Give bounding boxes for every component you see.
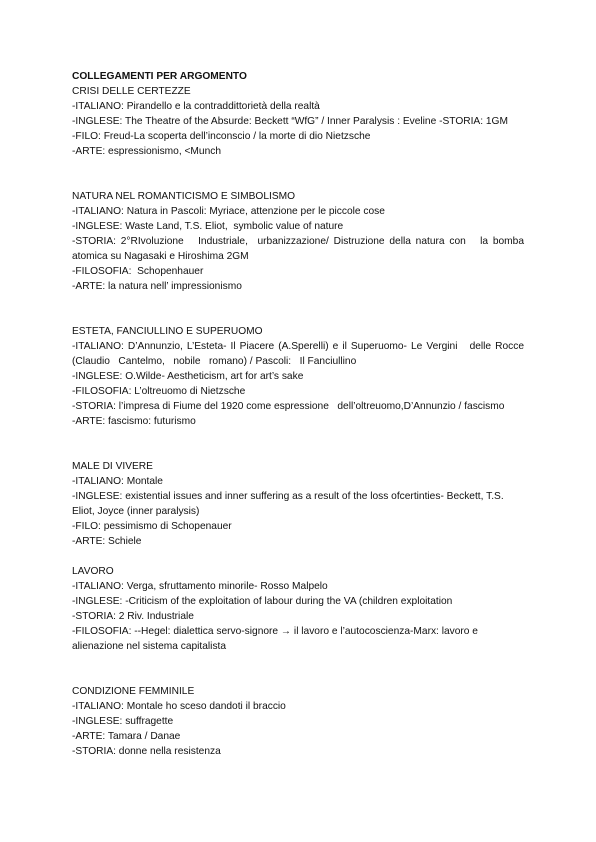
section-item: -ITALIANO: Montale [72,476,163,487]
section-spacer [72,549,524,564]
section-item: -INGLESE: suffragette [72,716,174,727]
section-item: -INGLESE: Waste Land, T.S. Eliot, symbolic value of nature [72,221,344,232]
section-item: -ITALIANO: D’Annunzio, L’Esteta- Il Piacere (A.Sperelli) e il Superuomo- Le Vergini delle Rocce (Claudio Cantelmo, nobile romano) / Pascoli: Il Fanciullino [72,341,533,367]
section-item: -FILO: pessimismo di Schopenauer [72,521,232,532]
section-heading: NATURA NEL ROMANTICISMO E SIMBOLISMO [72,191,296,202]
section-male-di-vivere [72,459,524,549]
section-heading: LAVORO [72,566,114,577]
section-spacer [72,294,524,324]
section-natura [72,189,527,294]
section-item: -ITALIANO: Pirandello e la contraddittorietà della realtà [72,101,320,112]
section-spacer [72,159,524,189]
section-item: -STORIA: l’impresa di Fiume del 1920 come espressione dell’oltreuomo,D’Annunzio / fascismo [72,401,505,412]
section-item: -ARTE: la natura nell’ impressionismo [72,281,242,292]
section-item: -INGLESE: O.Wilde- Aestheticism, art for art’s sake [72,371,304,382]
section-item: -ARTE: espressionismo, <Munch [72,146,222,157]
section-item: -ARTE: Schiele [72,536,142,547]
section-item: -FILO: Freud-La scoperta dell’inconscio / la morte di dio Nietzsche [72,131,371,142]
section-item: -ITALIANO: Montale ho sceso dandoti il braccio [72,701,286,712]
section-item: -INGLESE: -Criticism of the exploitation of labour during the VA (children exploitation [72,596,453,607]
section-lavoro [72,564,524,654]
section-spacer [72,429,524,459]
section-item: -ITALIANO: Natura in Pascoli: Myriace, attenzione per le piccole cose [72,206,385,217]
document-page [72,69,533,759]
section-item: -FILOSOFIA: Schopenhauer [72,266,204,277]
section-item: -INGLESE: existential issues and inner suffering as a result of the loss ofcertinties- Beckett, T.S. Eliot, Joyce (inner paralysis) [72,491,507,517]
section-heading: MALE DI VIVERE [72,461,153,472]
section-condizione-femminile [72,684,524,759]
section-heading: ESTETA, FANCIULLINO E SUPERUOMO [72,326,263,337]
section-heading: CONDIZIONE FEMMINILE [72,686,195,697]
section-item: -FILOSOFIA: L’oltreuomo di Nietzsche [72,386,246,397]
section-item: -FILOSOFIA: --Hegel: dialettica servo-signore → il lavoro e l’autocoscienza-Marx: lavoro e alienazione nel sistema capitalista [72,626,481,652]
section-item: -STORIA: donne nella resistenza [72,746,221,757]
section-item: -ARTE: fascismo: futurismo [72,416,196,427]
section-item: -INGLESE: The Theatre of the Absurde: Beckett “WfG” / Inner Paralysis : Eveline -STORIA: 1GM [72,116,508,127]
section-crisi-delle-certezze [72,84,524,159]
document-title: COLLEGAMENTI PER ARGOMENTO [72,71,247,82]
section-esteta [72,324,533,429]
section-item: -ITALIANO: Verga, sfruttamento minorile- Rosso Malpelo [72,581,328,592]
section-item: -ARTE: Tamara / Danae [72,731,181,742]
section-heading: CRISI DELLE CERTEZZE [72,86,191,97]
section-item: -STORIA: 2°RIvoluzione Industriale, urbanizzazione/ Distruzione della natura con la bomba atomica su Nagasaki e Hiroshima 2GM [72,236,527,262]
section-item: -STORIA: 2 Riv. Industriale [72,611,194,622]
section-spacer [72,654,524,684]
